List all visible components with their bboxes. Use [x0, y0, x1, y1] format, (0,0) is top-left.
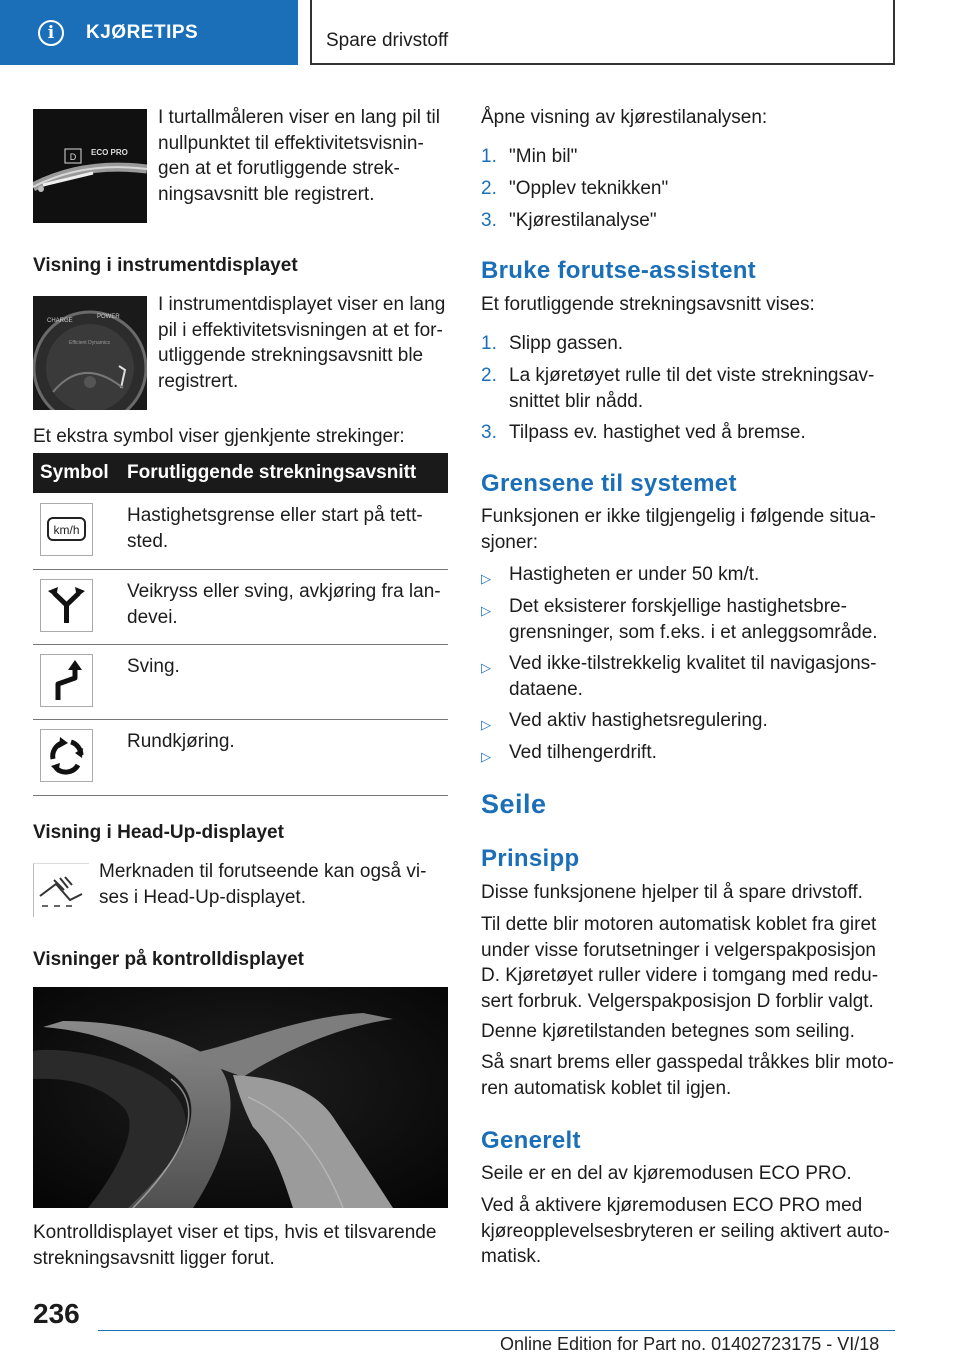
svg-text:km/h: km/h — [53, 523, 80, 537]
table-col-section: Forutliggende strekningsavsnitt — [127, 462, 417, 483]
heading-headup-display: Visning i Head-Up-displayet — [33, 822, 284, 843]
control-display-description: Kontrolldisplayet viser et tips, hvis et tilsvarende strekningsavsnitt ligger forut. — [33, 1222, 437, 1269]
table-row-text: Veikryss eller sving, avkjøring fra lan- devei. — [127, 581, 441, 628]
curve-icon — [40, 654, 93, 707]
instrument-display-description: I instrumentdisplayet viser en lang pil i effektivitetsvisningen at et for- utliggende strekningsavsnitt ble registrert. — [158, 294, 446, 392]
table-row-divider — [33, 644, 448, 645]
table-row-divider — [33, 569, 448, 570]
bullet-triangle-icon: ▷ — [481, 717, 491, 732]
tachometer-image — [33, 109, 147, 223]
principle-p1: Disse funksjonene hjelper til å spare drivstoff. — [481, 882, 863, 903]
page-number: 236 — [33, 1298, 80, 1329]
info-icon: i — [38, 20, 64, 46]
fork-road-icon — [40, 579, 93, 632]
principle-p2: Til dette blir motoren automatisk koblet fra giret under visse forutsetninger i velgerspakposisjon D. Kjøretøyet ruller videre i tomgang med redu- sert forbruk. Velgerspakposisjon D forblir valgt. — [481, 914, 879, 1012]
bullet-triangle-icon: ▷ — [481, 660, 491, 675]
instrument-cluster-image — [33, 296, 147, 410]
limit-item: ▷ Ved aktiv hastighetsregulering. — [481, 708, 891, 734]
bullet-triangle-icon: ▷ — [481, 571, 491, 586]
tachometer-description: I turtallmåleren viser en lang pil til nullpunktet til effektivitetsvisnin- gen at et forutliggende strek- ningsavsnitt ble registrert. — [158, 107, 440, 205]
limit-item: ▷ Ved ikke-tilstrekkelig kvalitet til navigasjons- dataene. — [481, 653, 877, 700]
page-title: Spare drivstoff — [310, 0, 895, 65]
bullet-triangle-icon: ▷ — [481, 603, 491, 618]
assistant-step: 1. Slipp gassen. — [481, 333, 624, 354]
roundabout-icon — [40, 729, 93, 782]
headup-description: Merknaden til forutseende kan også vi- ses i Head-Up-displayet. — [99, 861, 427, 908]
general-p2: Ved å aktivere kjøremodusen ECO PRO med kjøreopplevelsesbryteren er seiling aktivert auto- matisk. — [481, 1195, 890, 1267]
gauge-d-label: D — [69, 152, 77, 162]
assistant-step: 2. La kjøretøyet rulle til det viste strekningsav- snittet blir nådd. — [481, 365, 875, 412]
cluster-charge-label: CHARGE — [47, 318, 73, 324]
section-label: KJØRETIPS — [86, 21, 199, 43]
table-row-divider — [33, 719, 448, 720]
footer-edition: Online Edition for Part no. 01402723175 - VI/18 — [500, 1334, 880, 1354]
table-row-text: Rundkjøring. — [127, 731, 235, 752]
table-header — [33, 453, 448, 493]
analysis-intro: Åpne visning av kjørestilanalysen: — [481, 107, 768, 128]
footer-rule — [98, 1330, 895, 1331]
principle-p3: Denne kjøretilstanden betegnes som seiling. — [481, 1021, 855, 1042]
heading-control-display: Visninger på kontrolldisplayet — [33, 949, 304, 970]
headup-symbol-image — [33, 863, 89, 917]
heading-use-assistant: Bruke forutse-assistent — [481, 257, 756, 284]
table-row-text: Hastighetsgrense eller start på tett- sted. — [127, 505, 423, 552]
heading-instrument-display: Visning i instrumentdisplayet — [33, 255, 298, 276]
heading-system-limits: Grensene til systemet — [481, 470, 737, 497]
cluster-power-label: POWER — [97, 314, 120, 320]
symbol-intro: Et ekstra symbol viser gjenkjente strekinger: — [33, 426, 405, 447]
assistant-intro: Et forutliggende strekningsavsnitt vises: — [481, 294, 815, 315]
menu-step: 2. "Opplev teknikken" — [481, 178, 669, 199]
menu-step: 3. "Kjørestilanalyse" — [481, 210, 657, 231]
cluster-eff-label: Efficient Dynamics — [69, 340, 111, 346]
table-col-symbol: Symbol — [40, 462, 109, 483]
table-bottom-line — [33, 795, 448, 796]
assistant-step: 3. Tilpass ev. hastighet ved å bremse. — [481, 422, 806, 443]
menu-step: 1. "Min bil" — [481, 146, 578, 167]
heading-principle: Prinsipp — [481, 845, 580, 872]
control-display-road-image — [33, 987, 448, 1208]
limits-intro: Funksjonen er ikke tilgjengelig i følgende situa- sjoner: — [481, 506, 876, 553]
table-row-text: Sving. — [127, 656, 180, 677]
limit-item: ▷ Hastigheten er under 50 km/t. — [481, 562, 891, 588]
principle-p4: Så snart brems eller gasspedal tråkkes blir moto- ren automatisk koblet til igjen. — [481, 1052, 894, 1099]
bullet-triangle-icon: ▷ — [481, 749, 491, 764]
general-p1: Seile er en del av kjøremodusen ECO PRO. — [481, 1163, 852, 1184]
limit-item: ▷ Det eksisterer forskjellige hastighetsbre- grensninger, som f.eks. i et anleggsområde. — [481, 596, 878, 643]
limit-item: ▷ Ved tilhengerdrift. — [481, 740, 891, 766]
heading-coasting: Seile — [481, 789, 547, 819]
section-tab[interactable] — [0, 0, 298, 65]
heading-general: Generelt — [481, 1127, 581, 1154]
gauge-eco-label: ECO PRO — [91, 148, 128, 157]
speed-limit-icon — [40, 503, 93, 556]
